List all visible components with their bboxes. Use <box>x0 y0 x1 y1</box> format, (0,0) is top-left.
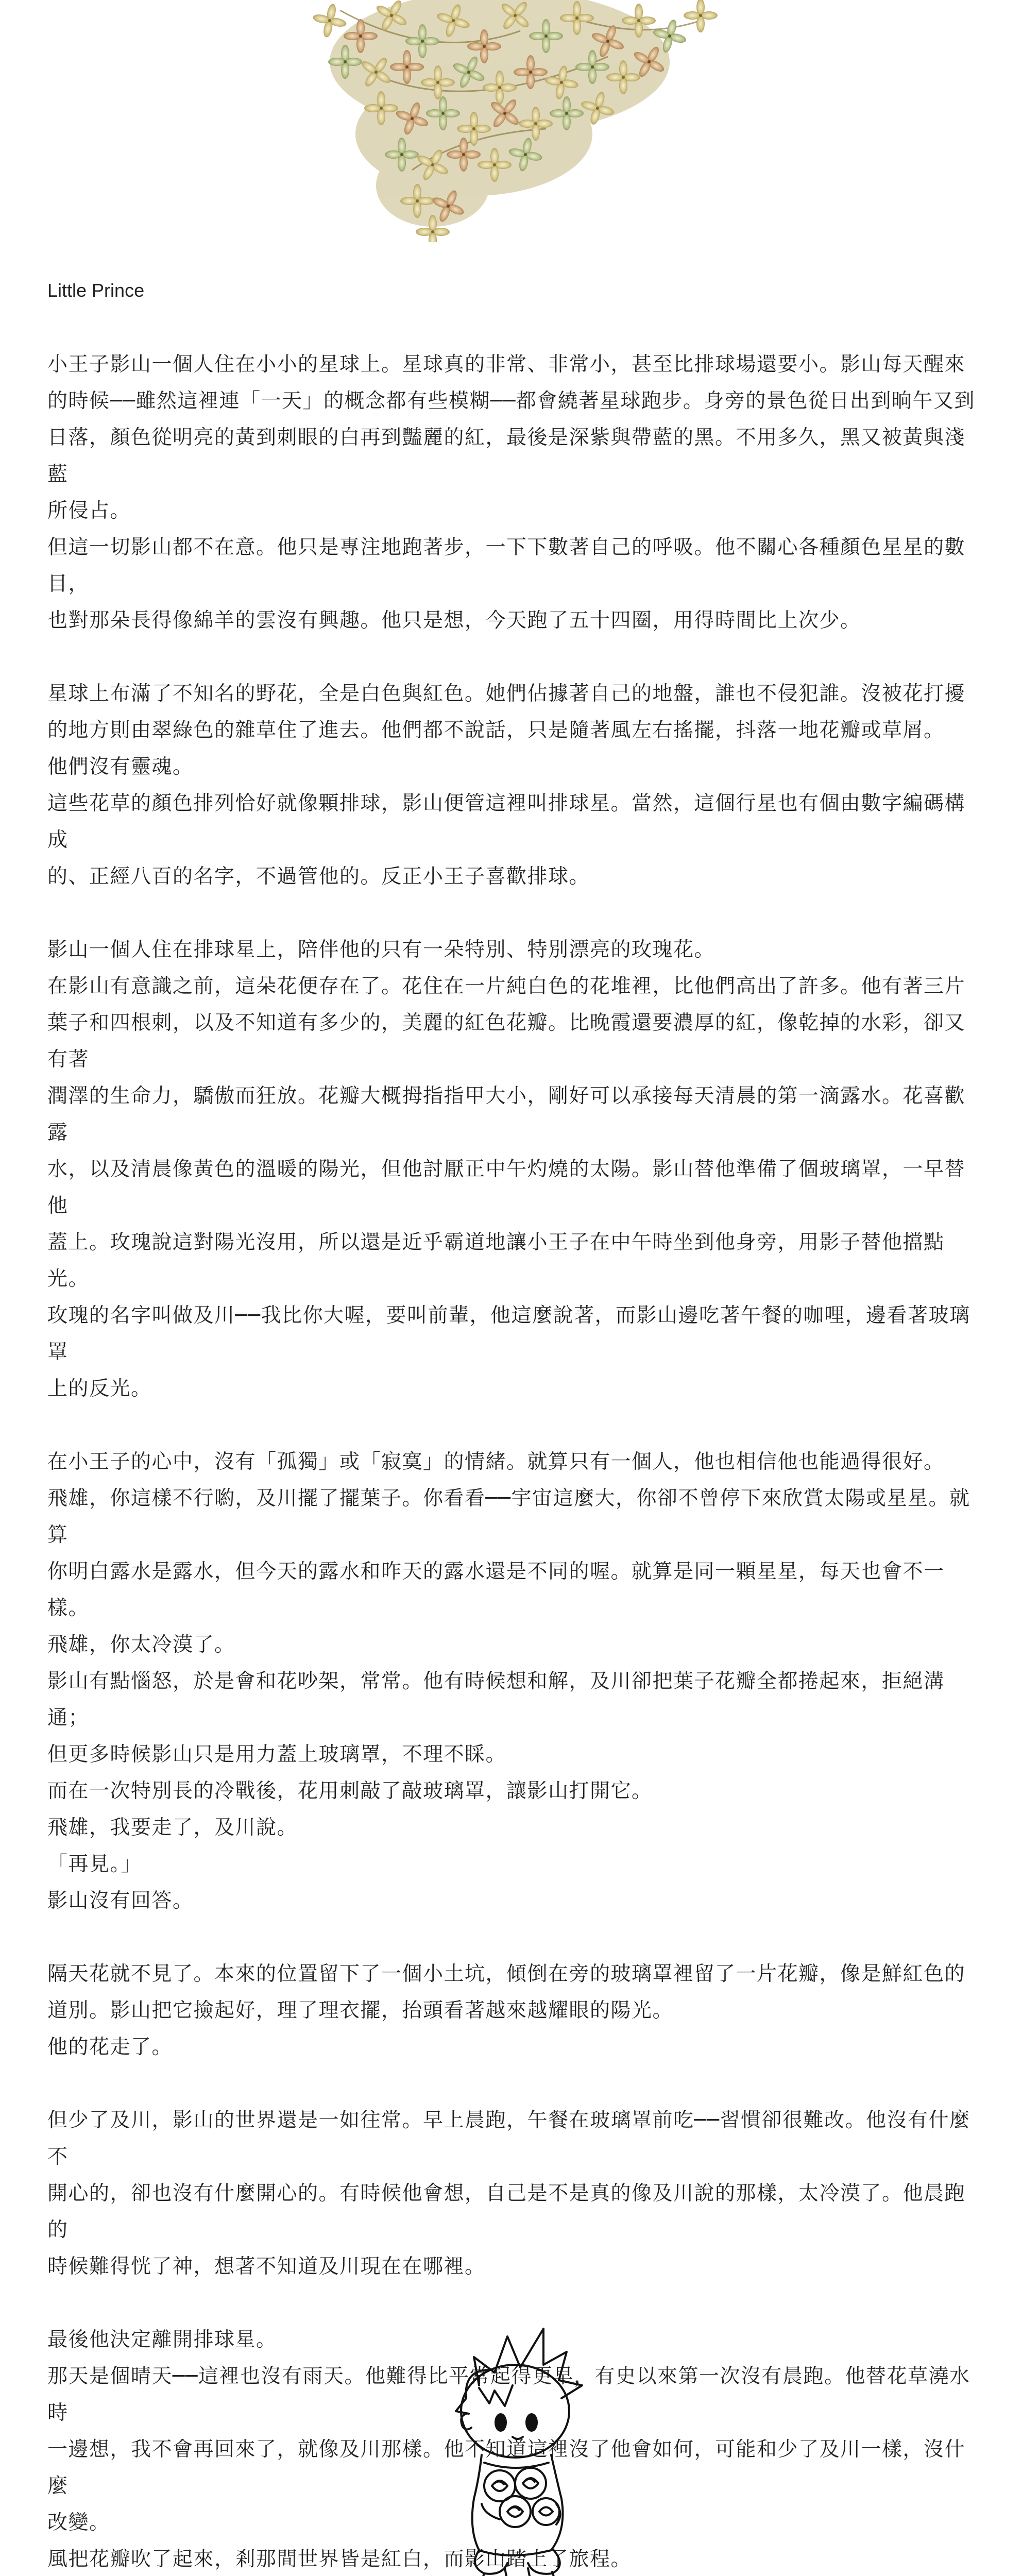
text-line: 在小王子的心中，沒有「孤獨」或「寂寞」的情緒。就算只有一個人，他也相信他也能過得很好。 <box>47 1450 945 1473</box>
page-title: Little Prince <box>47 280 145 301</box>
text-line: 影山沒有回答。 <box>47 1889 194 1912</box>
text-line: 隔天花就不見了。本來的位置留下了一個小土坑，傾倒在旁的玻璃罩裡留了一片花瓣，像是鮮紅色的 <box>47 1962 966 1986</box>
flower-cluster-illustration <box>278 0 742 242</box>
text-line: 但這一切影山都不在意。他只是專注地跑著步，一下下數著自己的呼吸。他不關心各種顏色星星的數目， <box>47 536 966 596</box>
text-line: 但更多時候影山只是用力蓋上玻璃罩，不理不睬。 <box>47 1743 507 1766</box>
text-line: 所侵占。 <box>47 499 131 522</box>
text-line: 影山有點惱怒，於是會和花吵架，常常。他有時候想和解，及川卻把葉子花瓣全都捲起來，拒絕溝通； <box>47 1670 945 1730</box>
text-line: 改變。 <box>47 2511 110 2534</box>
text-line: 在影山有意識之前，這朵花便存在了。花住在一片純白色的花堆裡，比他們高出了許多。他有著三片 <box>47 975 966 998</box>
story-paragraph <box>47 675 980 895</box>
text-line: 他的花走了。 <box>47 2036 173 2059</box>
text-line: 的、正經八百的名字，不過管他的。反正小王子喜歡排球。 <box>47 865 590 888</box>
text-line: 飛雄，你這樣不行喲，及川擺了擺葉子。你看看──宇宙這麼大，你卻不曾停下來欣賞太陽或星星。就算 <box>47 1487 970 1547</box>
story-paragraph <box>47 1956 980 2065</box>
story-paragraph <box>47 1444 980 1919</box>
story-paragraph <box>47 346 980 639</box>
text-line: 但少了及川，影山的世界還是一如往常。早上晨跑，午餐在玻璃罩前吃──習慣卻很難改。他沒有什麼不 <box>47 2109 970 2168</box>
text-line: 影山一個人住在排球星上，陪伴他的只有一朵特別、特別漂亮的玫瑰花。 <box>47 938 716 961</box>
text-line: 上的反光。 <box>47 1377 152 1400</box>
text-line: 一邊想，我不會再回來了，就像及川那樣。他不知道這裡沒了他會如何，可能和少了及川一樣，沒什麼 <box>47 2438 966 2498</box>
text-line: 開心的，卻也沒有什麼開心的。有時候他會想，自己是不是真的像及川說的那樣，太冷漠了。他晨跑的 <box>47 2182 966 2242</box>
text-line: 那天是個晴天──這裡也沒有雨天。他難得比平常起得更早，有史以來第一次沒有晨跑。他替花草澆水時 <box>47 2365 970 2425</box>
text-line: 星球上布滿了不知名的野花，全是白色與紅色。她們佔據著自己的地盤，誰也不侵犯誰。沒被花打擾 <box>47 682 966 705</box>
chibi-boy-holding-roses-illustration <box>417 2308 613 2576</box>
text-line: 這些花草的顏色排列恰好就像顆排球，影山便管這裡叫排球星。當然，這個行星也有個由數字編碼構成 <box>47 792 966 852</box>
text-line: 的時候──雖然這裡連「一天」的概念都有些模糊──都會繞著星球跑步。身旁的景色從日出到晌午又到 <box>47 389 975 413</box>
text-line: 日落，顏色從明亮的黃到刺眼的白再到豔麗的紅，最後是深紫與帶藍的黑。不用多久，黑又被黃與淺藍 <box>47 426 966 486</box>
text-line: 水，以及清晨像黃色的溫暖的陽光，但他討厭正中午灼燒的太陽。影山替他準備了個玻璃罩，一早替他 <box>47 1158 966 1217</box>
text-line: 蓋上。玫瑰說這對陽光沒用，所以還是近乎霸道地讓小王子在中午時坐到他身旁，用影子替他擋點光。 <box>47 1231 945 1291</box>
text-line: 他們沒有靈魂。 <box>47 755 194 778</box>
text-line: 飛雄，你太冷漠了。 <box>47 1633 235 1656</box>
text-line: 時候難得恍了神，想著不知道及川現在在哪裡。 <box>47 2255 486 2278</box>
story-text <box>47 346 980 2576</box>
text-line: 的地方則由翠綠色的雜草住了進去。他們都不說話，只是隨著風左右搖擺，抖落一地花瓣或草屑。 <box>47 719 945 742</box>
text-line: 小王子影山一個人住在小小的星球上。星球真的非常、非常小，甚至比排球場還要小。影山每天醒來 <box>47 353 966 376</box>
text-line: 道別。影山把它撿起好，理了理衣擺，抬頭看著越來越耀眼的陽光。 <box>47 1999 674 2022</box>
text-line: 飛雄，我要走了，及川說。 <box>47 1816 298 1839</box>
text-line: 「再見。」 <box>47 1853 142 1876</box>
text-line: 玫瑰的名字叫做及川──我比你大喔，要叫前輩，他這麼說著，而影山邊吃著午餐的咖哩，邊看著玻璃罩 <box>47 1304 970 1364</box>
text-line: 而在一次特別長的冷戰後，花用刺敲了敲玻璃罩，讓影山打開它。 <box>47 1780 653 1803</box>
text-line: 潤澤的生命力，驕傲而狂放。花瓣大概拇指指甲大小，剛好可以承接每天清晨的第一滴露水。花喜歡露 <box>47 1084 966 1144</box>
text-line: 有著 <box>47 1048 90 1071</box>
text-line: 最後他決定離開排球星。 <box>47 2328 277 2351</box>
story-paragraph <box>47 2102 980 2285</box>
text-line: 葉子和四根刺，以及不知道有多少的，美麗的紅色花瓣。比晚霞還要濃厚的紅，像乾掉的水彩，卻又 <box>47 1011 966 1035</box>
text-line: 風把花瓣吹了起來，剎那間世界皆是紅白，而影山踏上了旅程。 <box>47 2548 632 2571</box>
text-line: 你明白露水是露水，但今天的露水和昨天的露水還是不同的喔。就算是同一顆星星，每天也會不一樣。 <box>47 1560 945 1620</box>
story-paragraph <box>47 931 980 1407</box>
text-line: 也對那朵長得像綿羊的雲沒有興趣。他只是想，今天跑了五十四圈，用得時間比上次少。 <box>47 609 861 632</box>
